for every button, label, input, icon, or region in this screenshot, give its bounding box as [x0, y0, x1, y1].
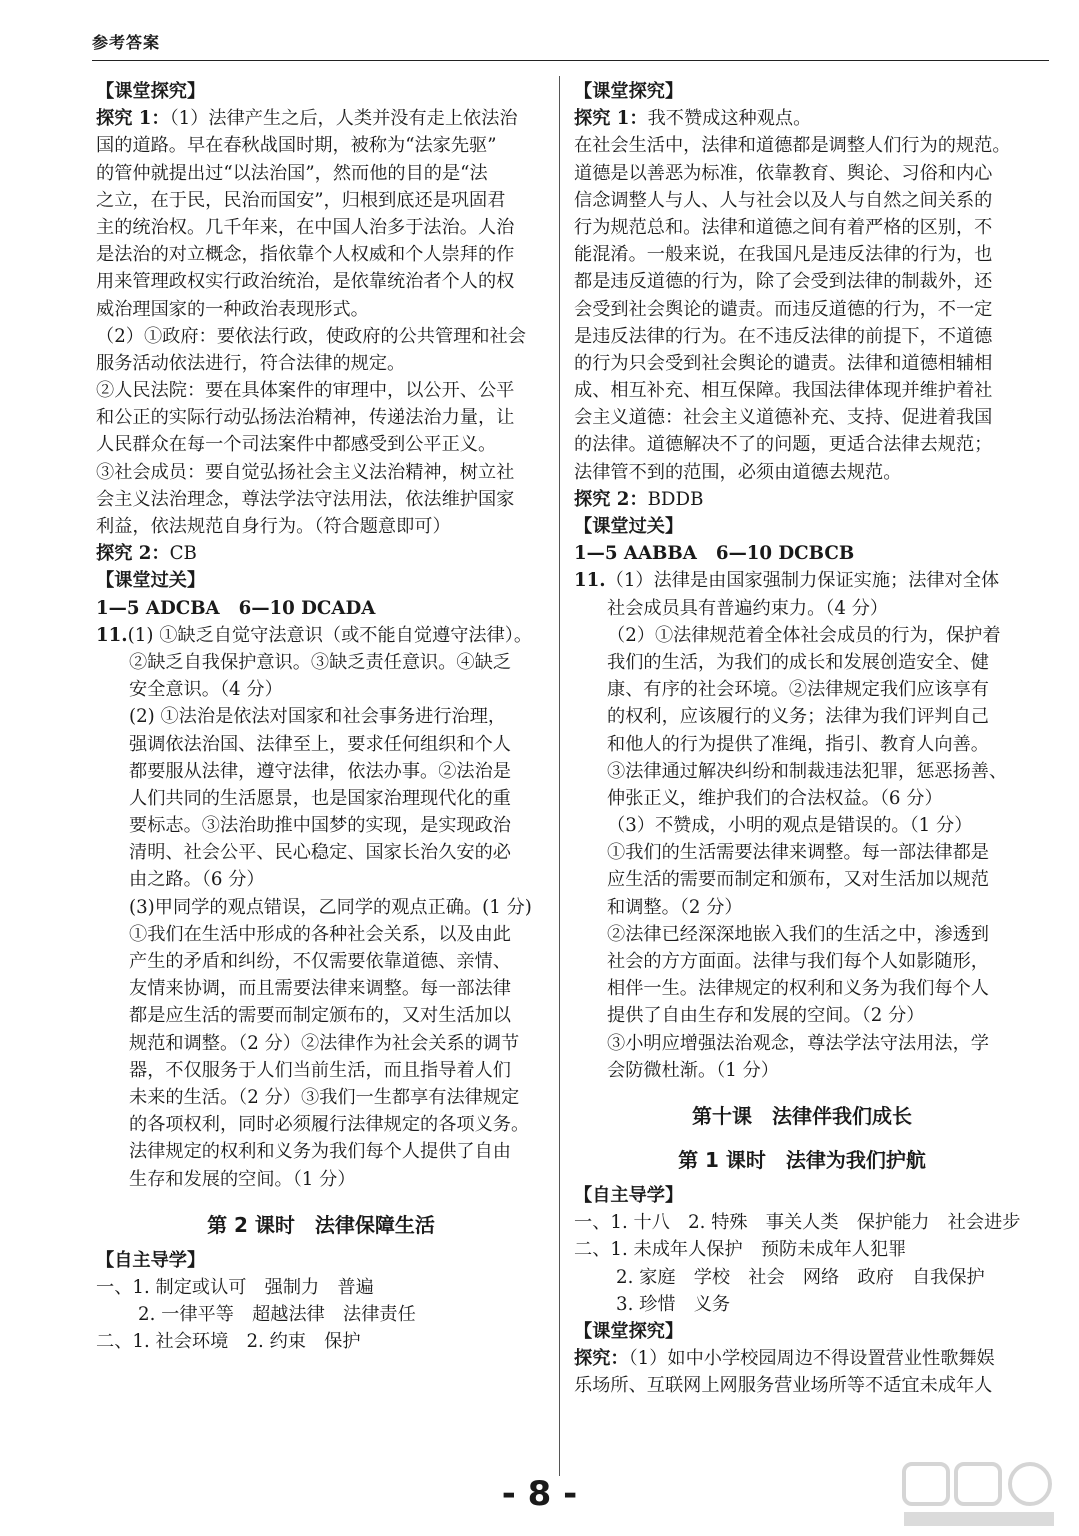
paragraph-line: 11.(1) ①缺乏自觉守法意识（或不能自觉遵守法律）。 — [96, 624, 533, 646]
watermark-logo-icon — [900, 1460, 1060, 1530]
paragraph-line: 都是应生活的需要而制定颁布的，又对生活加以 — [129, 1005, 511, 1027]
paragraph-line: 会受到社会舆论的谴责。而违反道德的行为，不一定 — [574, 298, 993, 320]
paragraph-line: 和他人的行为提供了准绳，指引、教育人向善。 — [607, 733, 989, 755]
paragraph-line: 相伴一生。法律规定的权利和义务为我们每个人 — [607, 978, 989, 1000]
paragraph-line: 友情来协调，而且需要法律来调整。每一部法律 — [129, 978, 511, 1000]
section-heading: 【自主导学】 — [96, 1249, 206, 1271]
section-heading: 【自主导学】 — [574, 1184, 684, 1206]
paragraph-line: 的各项权利，同时必须履行法律规定的各项义务。 — [129, 1114, 530, 1136]
paragraph-line: 探究 1：（1）法律产生之后，人类并没有走上依法治 — [96, 108, 518, 130]
paragraph-line: 强调依法治国、法律至上，要求任何组织和个人 — [129, 733, 511, 755]
paragraph-line: 国的道路。早在春秋战国时期，被称为“法家先驱” — [96, 135, 497, 157]
section-heading: 【课堂探究】 — [96, 81, 206, 102]
question-number: 11. — [96, 624, 128, 646]
paragraph-line: 二、1. 未成年人保护 预防未成年人犯罪 — [574, 1239, 907, 1261]
section-heading: 【课堂过关】 — [96, 570, 206, 592]
paragraph-line: 主的统治权。几千年来，在中国人治多于法治。人治 — [96, 216, 515, 238]
paragraph-line: 的管仲就提出过“以法治国”，然而他的目的是“法 — [96, 162, 488, 184]
paragraph-line: 都要服从法律，遵守法律，依法办事。②法治是 — [129, 760, 511, 782]
paragraph-line: 11.（1）法律是由国家强制力保证实施；法律对全体 — [574, 570, 1000, 592]
paragraph-line: 行为规范总和。法律和道德之间有着严格的区别，不 — [574, 216, 993, 238]
paragraph-line: （3）不赞成，小明的观点是错误的。（1 分） — [607, 815, 973, 837]
page-header: 参考答案 — [92, 33, 161, 52]
paragraph-line: 安全意识。（4 分） — [129, 679, 283, 701]
paragraph-line: 社会的方方面面。法律与我们每个人如影随形， — [607, 951, 989, 972]
paragraph-line: 探究：（1）如中小学校园周边不得设置营业性歌舞娱 — [574, 1348, 995, 1370]
paragraph-line: 3. 珍惜 义务 — [616, 1293, 731, 1315]
column-divider — [559, 76, 560, 1476]
header-divider — [92, 60, 1049, 61]
paragraph-line: 人们共同的生活愿景，也是国家治理现代化的重 — [129, 787, 511, 809]
paragraph-line: 信念调整人与人、人与社会以及人与自然之间关系的 — [574, 189, 993, 211]
paragraph-line: 是违反法律的行为。在不违反法律的前提下，不道德 — [574, 325, 993, 347]
paragraph-line: ③小明应增强法治观念，尊法学法守法用法，学 — [607, 1032, 989, 1054]
paragraph-line: (2) ①法治是依法对国家和社会事务进行治理， — [129, 706, 507, 728]
paragraph-line: ②缺乏自我保护意识。③缺乏责任意识。④缺乏 — [129, 651, 511, 673]
paragraph-line: 应生活的需要而制定和颁布，又对生活加以规范 — [607, 869, 989, 891]
question-label: 探究 1： — [96, 108, 170, 130]
paragraph-line: 提供了自由生存和发展的空间。（2 分） — [607, 1005, 925, 1027]
question-number: 11. — [574, 570, 606, 592]
left-column — [96, 78, 546, 1355]
paragraph-line: （2）①法律规范着全体社会成员的行为，保护着 — [607, 624, 1001, 646]
paragraph-line: 的行为只会受到社会舆论的谴责。法律和道德相辅相 — [574, 352, 993, 374]
paragraph-line: 威治理国家的一种政治表现形式。 — [96, 298, 369, 320]
paragraph-line: 之立，在于民，民治而国安”，归根到底还是巩固君 — [96, 189, 506, 211]
paragraph-line: 伸张正义，维护我们的合法权益。（6 分） — [607, 787, 943, 809]
paragraph-line: 由之路。（6 分） — [129, 869, 265, 891]
paragraph-line: 器，不仅服务于人们当前生活，而且指导着人们 — [129, 1059, 511, 1081]
question-label: 探究 2： — [574, 488, 648, 510]
paragraph-line: 会主义道德：社会主义道德补充、支持、促进着我国 — [574, 407, 993, 429]
paragraph-line: 二、1. 社会环境 2. 约束 保护 — [96, 1331, 361, 1353]
paragraph-line: 的法律。道德解决不了的问题，更适合法律去规范； — [574, 434, 993, 456]
paragraph-line: 生存和发展的空间。（1 分） — [129, 1168, 356, 1190]
paragraph-line: （2）①政府：要依法行政，使政府的公共管理和社会 — [96, 325, 526, 347]
lesson-title: 第十课 法律伴我们成长 — [692, 1103, 912, 1128]
question-label: 探究 1： — [574, 108, 648, 130]
paragraph-line: 2. 一律平等 超越法律 法律责任 — [138, 1304, 416, 1326]
paragraph-line: 一、1. 制定或认可 强制力 普遍 — [96, 1276, 374, 1298]
section-heading: 【课堂探究】 — [574, 81, 684, 102]
paragraph-line: 社会成员具有普遍约束力。（4 分） — [607, 597, 889, 619]
paragraph-line: 服务活动依法进行，符合法律的规定。 — [96, 352, 406, 374]
paragraph-line: 一、1. 十八 2. 特殊 事关人类 保护能力 社会进步 — [574, 1212, 1021, 1234]
paragraph-line: ①我们的生活需要法律来调整。每一部法律都是 — [607, 842, 989, 864]
paragraph-line: ①我们在生活中形成的各种社会关系，以及由此 — [129, 923, 511, 945]
paragraph-line: ②法律已经深深地嵌入我们的生活之中，渗透到 — [607, 923, 989, 945]
page-number: - 8 - — [501, 1474, 578, 1514]
paragraph-line: 和调整。（2 分） — [607, 896, 743, 918]
paragraph-line: 人民群众在每一个司法案件中都感受到公平正义。 — [96, 434, 497, 456]
paragraph-line: 会主义法治理念，尊法学法守法用法，依法维护国家 — [96, 488, 515, 510]
paragraph-line: 探究 2：BDDB — [574, 488, 704, 510]
lesson-subtitle: 第 1 课时 法律为我们护航 — [678, 1147, 926, 1172]
paragraph-line: 2. 家庭 学校 社会 网络 政府 自我保护 — [616, 1266, 985, 1288]
lesson-title: 第 2 课时 法律保障生活 — [207, 1212, 435, 1237]
paragraph-line: 利益，依法规范自身行为。（符合题意即可） — [96, 516, 451, 537]
paragraph-line: 规范和调整。（2 分）②法律作为社会关系的调节 — [129, 1032, 520, 1054]
paragraph-line: 要标志。③法治助推中国梦的实现，是实现政治 — [129, 815, 511, 837]
paragraph-line: 成、相互补充、相互保障。我国法律体现并维护着社 — [574, 380, 993, 402]
paragraph-line: 未来的生活。（2 分）③我们一生都享有法律规定 — [129, 1086, 520, 1108]
paragraph-line: 和公正的实际行动弘扬法治精神，传递法治力量，让 — [96, 407, 515, 429]
question-label: 探究 2： — [96, 543, 170, 565]
paragraph-line: 法律管不到的范围，必须由道德去规范。 — [574, 461, 902, 483]
paragraph-line: 用来管理政权实行政治统治，是依靠统治者个人的权 — [96, 271, 515, 293]
paragraph-line: (3)甲同学的观点错误，乙同学的观点正确。(1 分) — [129, 896, 532, 918]
paragraph-line: 都是违反道德的行为，除了会受到法律的制裁外，还 — [574, 271, 993, 293]
paragraph-line: 乐场所、互联网上网服务营业场所等不适宜未成年人 — [574, 1375, 993, 1397]
answer-key-line: 1—5 AABBA 6—10 DCBCB — [574, 543, 855, 565]
paragraph-line: 在社会生活中，法律和道德都是调整人们行为的规范。 — [574, 135, 1011, 157]
paragraph-line: 产生的矛盾和纠纷，不仅需要依靠道德、亲情、 — [129, 951, 511, 972]
paragraph-line: 清明、社会公平、民心稳定、国家长治久安的必 — [129, 842, 511, 864]
paragraph-line: 探究 2：CB — [96, 543, 197, 565]
paragraph-line: 能混淆。一般来说，在我国凡是违反法律的行为，也 — [574, 244, 993, 266]
section-heading: 【课堂探究】 — [574, 1320, 684, 1342]
paragraph-line: 法律规定的权利和义务为我们每个人提供了自由 — [129, 1141, 511, 1163]
paragraph-line: 道德是以善恶为标准，依靠教育、舆论、习俗和内心 — [574, 162, 993, 184]
paragraph-line: 会防微杜渐。（1 分） — [607, 1059, 779, 1081]
paragraph-line: ③法律通过解决纠纷和制裁违法犯罪，惩恶扬善、 — [607, 760, 1008, 782]
paragraph-line: 康、有序的社会环境。②法律规定我们应该享有 — [607, 679, 989, 701]
paragraph-line: ③社会成员：要自觉弘扬社会主义法治精神，树立社 — [96, 461, 515, 483]
right-column — [574, 78, 1030, 1399]
answer-key-line: 1—5 ADCBA 6—10 DCADA — [96, 597, 376, 619]
question-label: 探究： — [574, 1348, 629, 1370]
paragraph-line: 我们的生活，为我们的成长和发展创造安全、健 — [607, 651, 989, 673]
paragraph-line: 是法治的对立概念，指依靠个人权威和个人崇拜的作 — [96, 244, 515, 266]
paragraph-line: 探究 1：我不赞成这种观点。 — [574, 108, 812, 130]
paragraph-line: ②人民法院：要在具体案件的审理中，以公开、公平 — [96, 380, 515, 402]
paragraph-line: 的权利，应该履行的义务；法律为我们评判自己 — [607, 706, 989, 728]
section-heading: 【课堂过关】 — [574, 516, 684, 537]
